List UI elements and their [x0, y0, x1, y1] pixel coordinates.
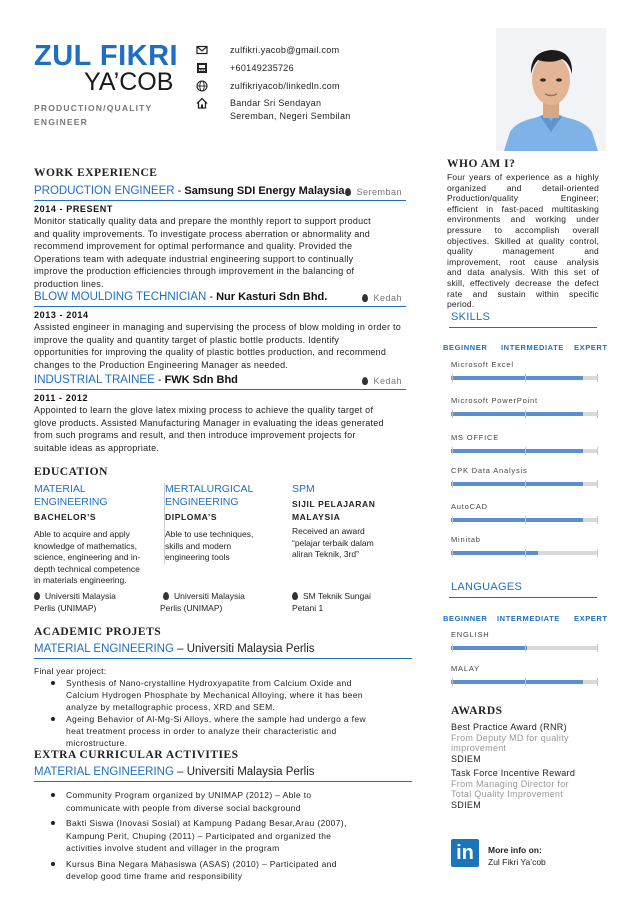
job-description-line: Monitor statically quality data and prepare the monthly report to support product — [34, 216, 371, 226]
job-description-line: suitable ideas as appropriate. — [34, 442, 160, 453]
job-role-line-1: PRODUCTION/QUALITY — [34, 103, 153, 113]
education-title-line: MATERIAL — [34, 483, 86, 495]
profile-photo — [496, 28, 606, 151]
skill-item — [451, 433, 601, 442]
scale-tick — [525, 644, 526, 652]
education-institution-line: Perlis (UNIMAP) — [34, 602, 97, 613]
list-item-line: Community Program organized by UNIMAP (2012) – Able to — [66, 790, 312, 800]
job-title-line — [34, 374, 406, 390]
list-item-line: Kursus Bina Negara Mahasiswa (ASAS) (2010) – Participated and — [66, 858, 337, 869]
about-line: and data analysis. With this set of — [447, 267, 599, 278]
language-bar — [451, 646, 598, 650]
list-item-line: analyze by metallographic process, XRD and SEM. — [66, 702, 276, 712]
education-institution-line: SM Teknik Sungai — [303, 591, 371, 601]
education-description — [34, 529, 154, 587]
scale-tick — [452, 410, 453, 418]
award-title: Task Force Incentive Reward — [451, 768, 576, 778]
education-title-line: MERTALURGICAL — [165, 483, 254, 495]
level-intermediate: INTERMEDIATE — [501, 343, 564, 352]
award-title: Best Practice Award (RNR) — [451, 722, 567, 732]
education-degree: BACHELOR’S — [34, 512, 97, 522]
location-pin-icon — [345, 188, 351, 196]
award-from: Total Quality Improvement — [451, 789, 564, 799]
job-description-line: production lines. — [34, 278, 104, 289]
level-expert: EXPERT — [574, 343, 608, 352]
education-institution — [160, 591, 245, 614]
list-item-line: microstructure. — [66, 738, 128, 748]
job-dates: 2011 - 2012 — [34, 393, 89, 403]
about-line: environments and working under — [447, 214, 599, 225]
list-item — [66, 713, 366, 749]
academic-bullet-list — [66, 677, 366, 749]
language-bar — [451, 680, 598, 684]
list-item-line: Kampung Perit, Chuping (2011) – Participated and organized the — [66, 830, 332, 841]
about-line: organized and detail-oriented — [447, 182, 599, 193]
about-line: rate and sustain within specific — [447, 288, 599, 299]
education-description-line: Able to acquire and apply — [34, 529, 130, 539]
skill-bar — [451, 449, 598, 453]
award-item — [451, 768, 575, 810]
job-dates: 2014 - PRESENT — [34, 204, 113, 214]
awards-heading: AWARDS — [451, 705, 503, 717]
job-description-line: glove products. Assisted Manufacturing Manager in evaluating the ideas generated — [34, 417, 384, 428]
scale-tick — [597, 644, 598, 652]
globe-icon — [196, 80, 208, 92]
education-item-bachelor — [34, 483, 154, 587]
list-item-line: heat treatment process in order to analyze their characteristic and — [66, 726, 337, 736]
linkedin-icon[interactable]: in — [451, 839, 479, 867]
education-institution — [34, 591, 116, 614]
education-degree — [292, 499, 412, 522]
skill-bar-fill — [451, 518, 583, 522]
skill-bar — [451, 482, 598, 486]
job-location-text: Kedah — [373, 376, 402, 386]
location-pin-icon — [292, 592, 298, 600]
education-description-line: “pelajar terbaik dalam — [292, 537, 374, 548]
location-pin-icon — [163, 592, 169, 600]
skill-bar-fill — [451, 482, 583, 486]
academic-university: – Universiti Malaysia Perlis — [173, 643, 315, 655]
skill-bar — [451, 518, 598, 522]
scale-tick — [525, 549, 526, 557]
list-item-line: Synthesis of Nano-crystalline Hydroxyapatite from Calcium Oxide and — [66, 678, 352, 688]
education-description — [165, 529, 284, 564]
job-description-line: Appointed to learn the glove latex mixing process to achieve the quality target of — [34, 405, 374, 415]
more-info-label: More info on: — [488, 845, 542, 855]
education-description-line: Able to use techniques, — [165, 529, 254, 539]
education-description-line: aliran Teknik, 3rd” — [292, 549, 359, 559]
education-institution-line: Perlis (UNIMAP) — [160, 602, 223, 613]
email-text[interactable]: zulfikri.yacob@gmail.com — [230, 45, 340, 55]
skill-name: Microsoft PowerPoint — [451, 396, 538, 405]
education-degree: DIPLOMA’S — [165, 512, 218, 522]
academic-subtitle — [34, 643, 412, 659]
phone-icon — [196, 62, 208, 74]
level-beginner: BEGINNER — [443, 614, 488, 623]
scale-tick — [452, 549, 453, 557]
award-from: From Deputy MD for quality — [451, 732, 569, 743]
education-description-line: science, engineering and in- — [34, 552, 141, 562]
list-item — [66, 789, 347, 814]
skill-item — [451, 466, 601, 475]
skill-name: Microsoft Excel — [451, 360, 514, 369]
email-icon — [196, 44, 208, 56]
first-name: ZUL FIKRI — [34, 40, 179, 72]
scale-tick — [597, 678, 598, 686]
extra-field: MATERIAL ENGINEERING — [34, 766, 174, 778]
language-name: MALAY — [451, 664, 480, 673]
extra-subtitle — [34, 766, 412, 782]
job-title: BLOW MOULDING TECHNICIAN — [34, 291, 207, 303]
skill-bar — [451, 412, 598, 416]
about-line: quality management and — [447, 246, 599, 257]
education-title-line: ENGINEERING — [34, 496, 108, 508]
education-title — [292, 483, 412, 496]
education-description-line: depth technical competence — [34, 563, 140, 574]
skills-heading: SKILLS — [449, 311, 597, 328]
scale-tick — [597, 480, 598, 488]
job-description-line: recommend improvement for optimal performance and quality. Provided the — [34, 241, 353, 252]
education-degree-line: SIJIL PELAJARAN — [292, 499, 376, 509]
address — [230, 97, 351, 123]
job-description-line: improve the production efficiencies through improvement in the balancing of — [34, 266, 355, 277]
list-item — [66, 858, 347, 883]
job-location — [345, 187, 402, 197]
extra-university: – Universiti Malaysia Perlis — [173, 766, 315, 778]
about-line: pressure to accomplish overall — [447, 224, 599, 235]
scale-tick — [597, 549, 598, 557]
scale-tick — [452, 516, 453, 524]
extra-bullet-list — [66, 789, 347, 883]
academic-projects-heading: ACADEMIC PROJETS — [34, 626, 162, 638]
skill-bar — [451, 551, 598, 555]
level-expert: EXPERT — [574, 614, 608, 623]
job-location — [362, 293, 402, 303]
education-description-line: skills and modern — [165, 540, 232, 551]
about-heading: WHO AM I? — [447, 158, 516, 170]
about-line: Production/quality Engineer; — [447, 193, 599, 204]
location-pin-icon — [34, 592, 40, 600]
scale-tick — [452, 374, 453, 382]
list-item-line: Bakti Siswa (Inovasi Sosial) at Kampung Padang Besar,Arau (2007), — [66, 818, 347, 828]
list-item-line: Calcium Hydrogen Phosphate by Mechanical Alloying, where it has been — [66, 690, 363, 700]
job-description-line: and quality improvements. To investigate process aberration or abnormality and — [34, 228, 371, 239]
education-title-line: SPM — [292, 483, 315, 495]
award-org: SDIEM — [451, 799, 482, 810]
education-description-line: Received an award — [292, 526, 365, 536]
list-item-line: activities involve student and villager in the program — [66, 843, 280, 853]
footer-name[interactable]: Zul Fikri Ya’cob — [488, 857, 546, 867]
scale-tick — [597, 374, 598, 382]
address-line-2: Seremban, Negeri Sembilan — [230, 111, 351, 121]
job-description-line: Assisted engineer in managing and supervising the process of blow molding in order to — [34, 322, 401, 332]
job-description-line: from such programs and result, and then introduce improvement projects for — [34, 430, 356, 441]
academic-intro: Final year project: — [34, 666, 107, 676]
scale-tick — [597, 516, 598, 524]
education-item-spm — [292, 483, 412, 561]
award-from: From Managing Director for — [451, 778, 569, 789]
job-description-line: opportunities for improving the quality of plastic bottles production, and recommend — [34, 347, 387, 358]
job-company: FWK Sdn Bhd — [164, 374, 238, 386]
job-dates: 2013 - 2014 — [34, 310, 89, 320]
about-line: objectives. Skilled at quality control, — [447, 235, 599, 246]
about-line: skill, effectively decrease the defect — [447, 277, 599, 288]
education-institution-line: Universiti Malaysia — [174, 591, 245, 601]
education-institution-line: Universiti Malaysia — [45, 591, 116, 601]
language-item — [451, 664, 601, 673]
education-description-line: engineering tools — [165, 552, 230, 562]
job-title-line — [34, 291, 406, 307]
level-intermediate: INTERMEDIATE — [497, 614, 560, 623]
award-item — [451, 722, 569, 764]
skill-bar-fill — [451, 412, 583, 416]
language-bar-fill — [451, 646, 527, 650]
education-description — [292, 526, 412, 561]
level-beginner: BEGINNER — [443, 343, 488, 352]
job-title: PRODUCTION ENGINEER — [34, 185, 175, 197]
list-item-line: Ageing Behavior of Al-Mg-Si Alloys, where the sample had undergo a few — [66, 714, 366, 724]
education-title-line: ENGINEERING — [165, 496, 239, 508]
scale-tick — [452, 447, 453, 455]
job-description-line: improve the quality and quantity target of plastic bottle products. Identify — [34, 334, 340, 345]
skill-bar-fill — [451, 449, 583, 453]
scale-tick — [525, 410, 526, 418]
list-item-line: communicate with people from diverse social background — [66, 802, 301, 813]
job-separator: - — [174, 185, 185, 197]
award-from: improvement — [451, 743, 507, 753]
about-line: efficient in fast-paced multitasking — [447, 203, 599, 214]
job-description — [34, 321, 401, 371]
home-icon — [196, 97, 208, 109]
job-location-text: Kedah — [373, 293, 402, 303]
education-description-line: knowledge of mathematics, — [34, 540, 137, 551]
language-bar-fill — [451, 680, 583, 684]
job-separator: - — [206, 291, 217, 303]
work-experience-heading: WORK EXPERIENCE — [34, 167, 158, 179]
linkedin-url-text[interactable]: zulfikriyacob/linkedln.com — [230, 81, 340, 91]
job-role-line-2: ENGINEER — [34, 117, 88, 127]
job-title-line — [34, 185, 406, 201]
job-description — [34, 404, 384, 454]
job-description — [34, 215, 371, 291]
address-line-1: Bandar Sri Sendayan — [230, 98, 322, 108]
scale-tick — [597, 447, 598, 455]
education-item-diploma — [164, 483, 284, 564]
skill-bar — [451, 376, 598, 380]
location-pin-icon — [362, 294, 368, 302]
phone-text[interactable]: +60149235726 — [230, 63, 294, 73]
scale-tick — [525, 480, 526, 488]
award-org: SDIEM — [451, 753, 482, 764]
skill-name: CPK Data Analysis — [451, 466, 528, 475]
skill-item — [451, 502, 601, 511]
list-item-line: develop good time frame and responsibility — [66, 871, 243, 881]
language-name: ENGLISH — [451, 630, 490, 639]
extra-curricular-heading: EXTRA CURRICULAR ACTIVITIES — [34, 749, 239, 761]
education-description-line: in materials engineering. — [34, 575, 127, 585]
list-item — [66, 817, 347, 855]
location-pin-icon — [362, 377, 368, 385]
about-line: period. — [447, 299, 475, 310]
education-degree-line: MALAYSIA — [292, 512, 341, 522]
job-description-line: Operations team with adequate industrial engineering support to continually — [34, 253, 354, 264]
scale-tick — [525, 678, 526, 686]
job-title: INDUSTRIAL TRAINEE — [34, 374, 155, 386]
language-item — [451, 630, 601, 639]
job-separator: - — [154, 374, 165, 386]
academic-field: MATERIAL ENGINEERING — [34, 643, 174, 655]
skill-item — [451, 535, 601, 544]
job-location-text: Seremban — [356, 187, 402, 197]
skill-name: MS OFFICE — [451, 433, 500, 442]
scale-tick — [452, 480, 453, 488]
scale-tick — [452, 644, 453, 652]
skill-bar-fill — [451, 376, 583, 380]
education-institution-line: Petani 1 — [292, 602, 324, 613]
scale-tick — [452, 678, 453, 686]
scale-tick — [525, 374, 526, 382]
scale-tick — [525, 516, 526, 524]
education-title — [165, 483, 284, 509]
languages-heading: LANGUAGES — [449, 581, 597, 598]
job-company: Samsung SDI Energy Malaysia — [184, 185, 345, 197]
about-line: improvement, root cause analysis — [447, 256, 599, 267]
skill-name: AutoCAD — [451, 502, 488, 511]
skill-item — [451, 396, 601, 405]
about-line: Four years of experience as a highly — [447, 172, 599, 182]
education-heading: EDUCATION — [34, 466, 108, 478]
last-name: YA’COB — [84, 68, 174, 96]
job-role — [34, 101, 174, 129]
list-item — [66, 677, 366, 713]
job-location — [362, 376, 402, 386]
education-title — [34, 483, 154, 509]
scale-tick — [597, 410, 598, 418]
education-institution — [292, 591, 371, 614]
skill-name: Minitab — [451, 535, 481, 544]
about-text — [447, 172, 599, 310]
skill-item — [451, 360, 601, 369]
job-description-line: changes to the Production Engineering Manager as needed. — [34, 359, 289, 370]
job-company: Nur Kasturi Sdn Bhd. — [216, 291, 328, 303]
scale-tick — [525, 447, 526, 455]
